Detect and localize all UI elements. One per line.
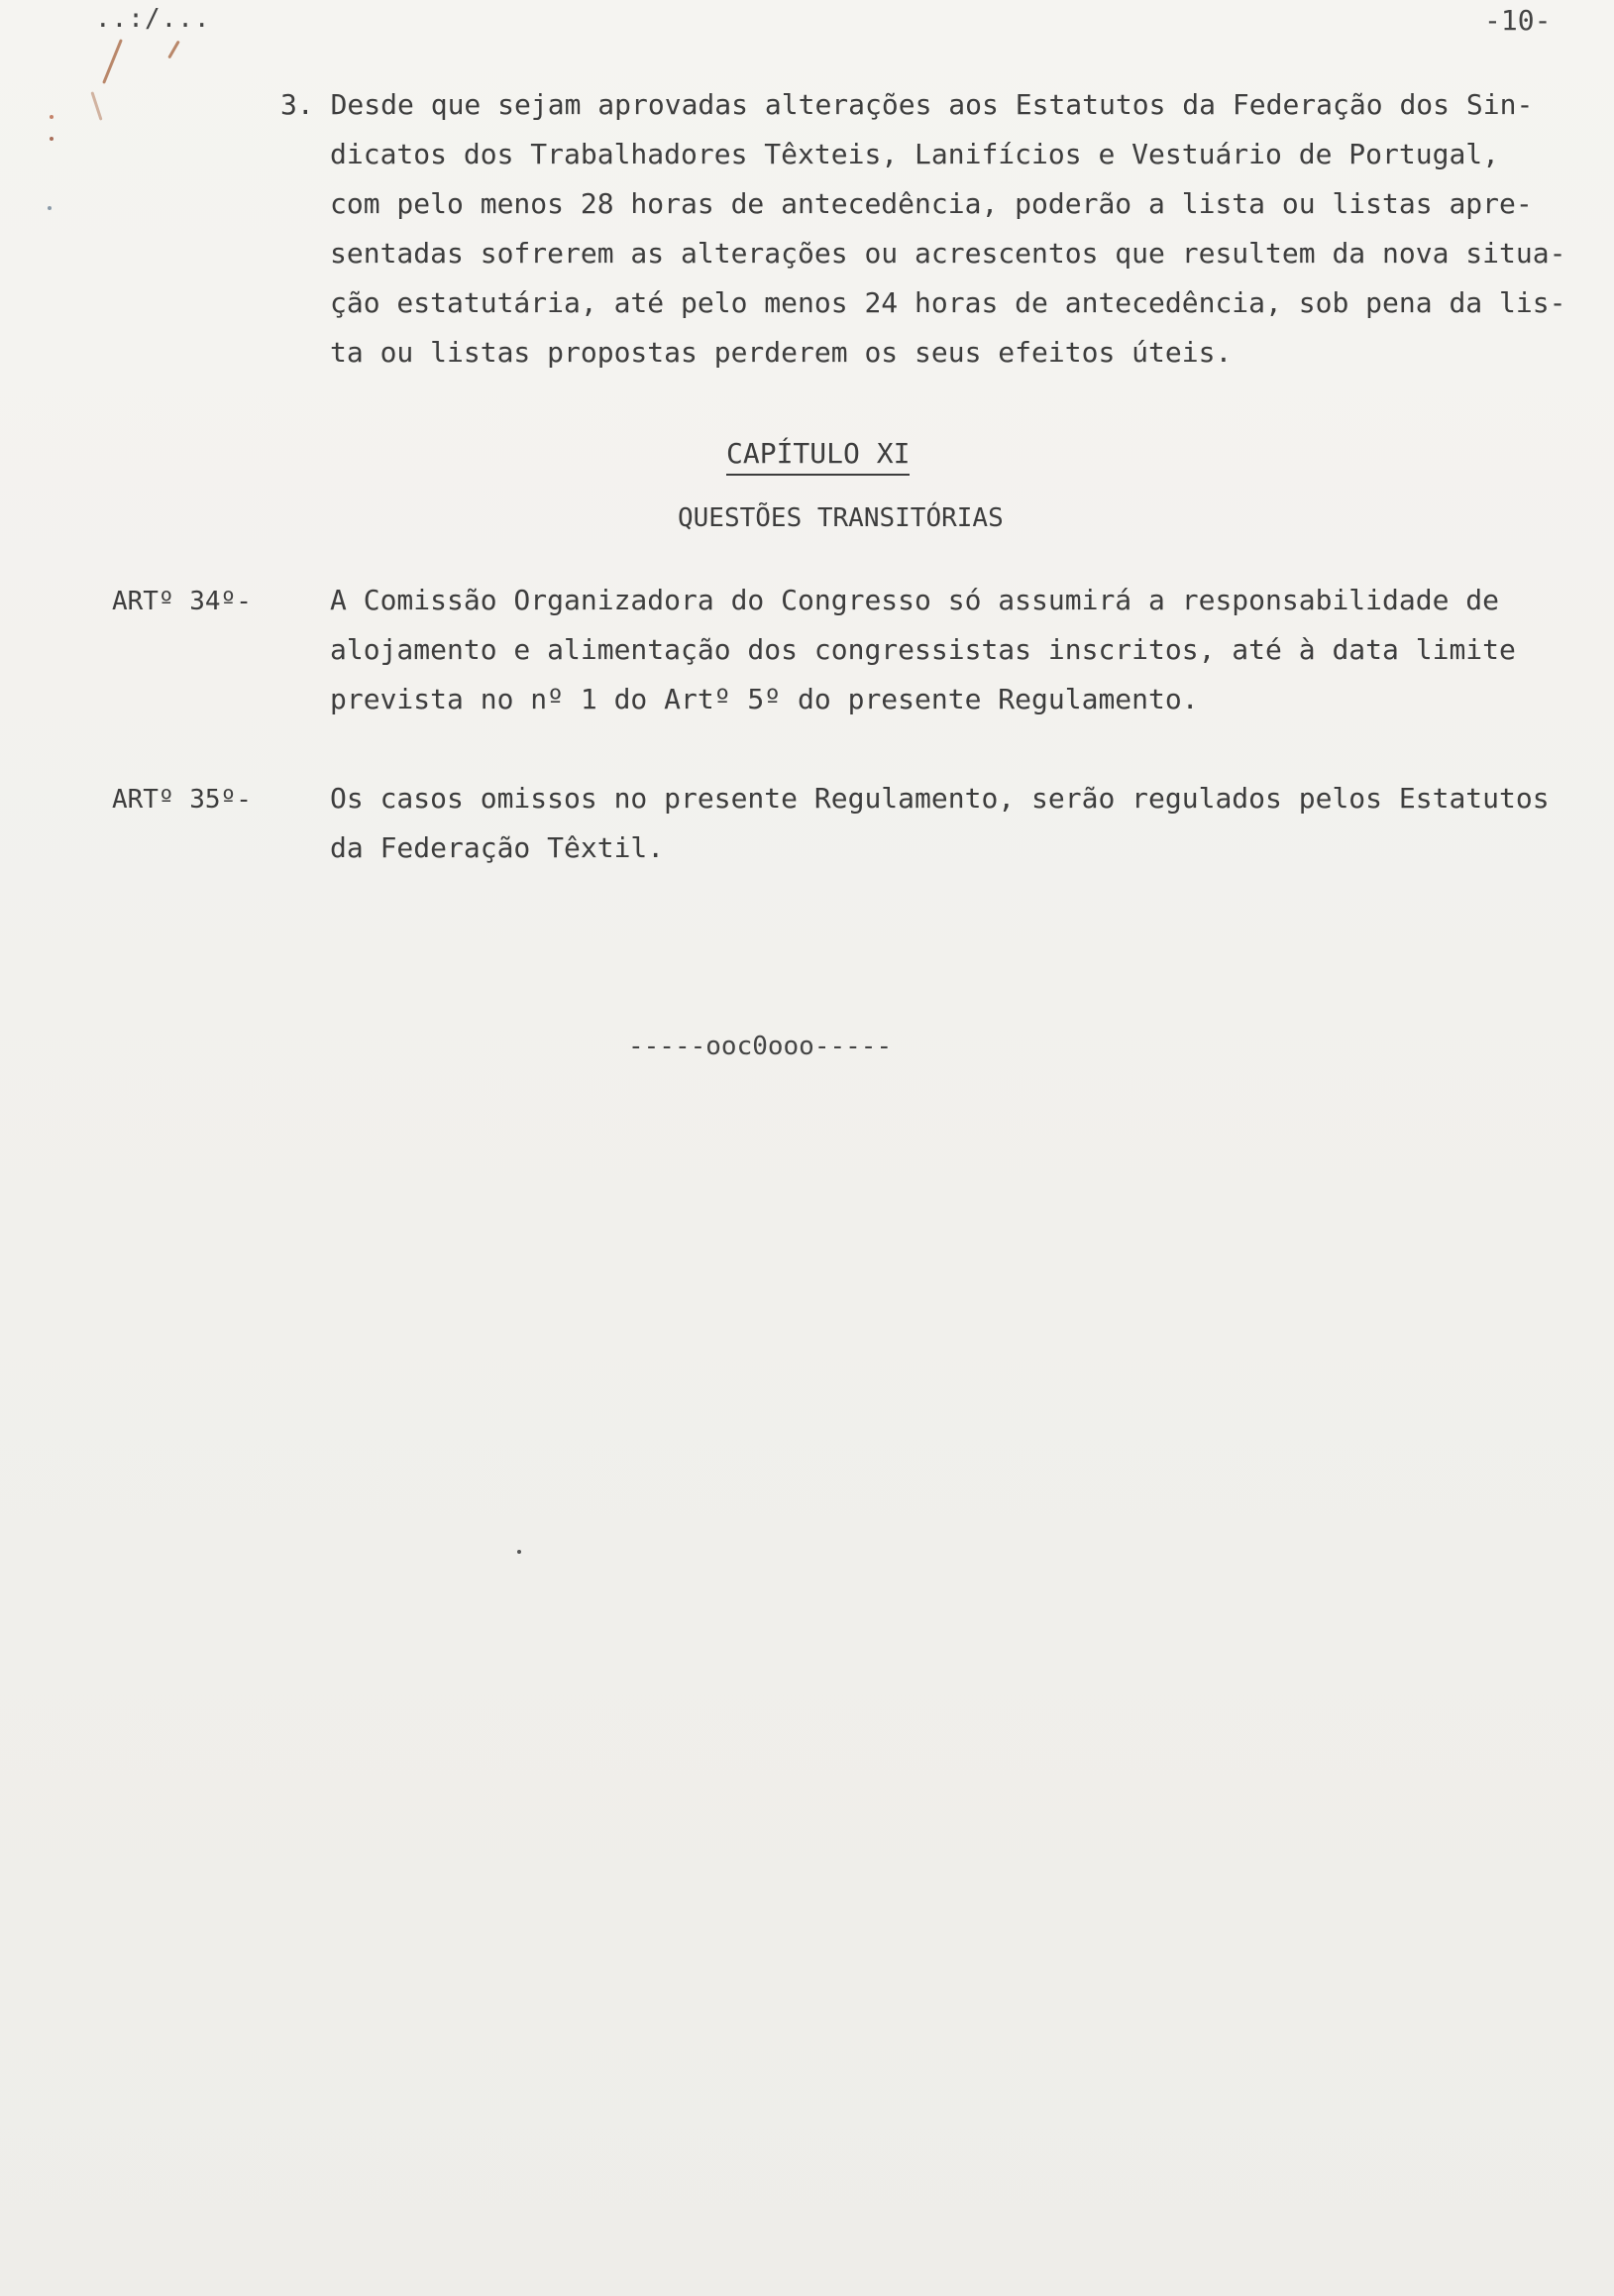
margin-speck — [48, 206, 52, 210]
article-34-line-2: alojamento e alimentação dos congressistas inscritos, até à data limite — [330, 633, 1516, 666]
article-34-line-3: prevista no nº 1 do Artº 5º do presente Regulamento. — [330, 683, 1199, 715]
margin-pencil-mark — [90, 91, 102, 120]
paragraph-3-line-6: ta ou listas propostas perderem os seus efeitos úteis. — [330, 336, 1233, 369]
article-35-line-1: Os casos omissos no presente Regulamento, serão regulados pelos Estatutos — [330, 782, 1550, 815]
article-34-line-1: A Comissão Organizadora do Congresso só assumirá a responsabilidade de — [330, 584, 1500, 616]
article-35-label: ARTº 35º- — [112, 785, 252, 815]
paragraph-3-line-5: ção estatutária, até pelo menos 24 horas de antecedência, sob pena da lis- — [330, 286, 1566, 319]
continuation-mark: ..:/... — [95, 4, 211, 34]
margin-speck — [50, 115, 54, 119]
chapter-title: CAPÍTULO XI — [726, 437, 910, 476]
page-speck — [517, 1550, 521, 1554]
article-34-label: ARTº 34º- — [112, 587, 252, 616]
paragraph-3-line-3: com pelo menos 28 horas de antecedência, poderão a lista ou listas apre- — [330, 187, 1533, 220]
chapter-subtitle: QUESTÕES TRANSITÓRIAS — [678, 503, 1004, 533]
margin-speck — [50, 137, 54, 141]
page-number: -10- — [1484, 4, 1552, 37]
article-35-line-2: da Federação Têxtil. — [330, 831, 665, 864]
end-ornament: -----ooc0ooo----- — [628, 1032, 893, 1061]
paragraph-3-line-4: sentadas sofrerem as alterações ou acrescentos que resultem da nova situa- — [330, 237, 1566, 270]
margin-pencil-mark — [167, 41, 180, 59]
paragraph-3-line-2: dicatos dos Trabalhadores Têxteis, Lanifícios e Vestuário de Portugal, — [330, 138, 1500, 170]
paragraph-3-line-1: 3. Desde que sejam aprovadas alterações aos Estatutos da Federação dos Sin- — [280, 88, 1534, 121]
margin-pencil-mark — [102, 39, 123, 84]
